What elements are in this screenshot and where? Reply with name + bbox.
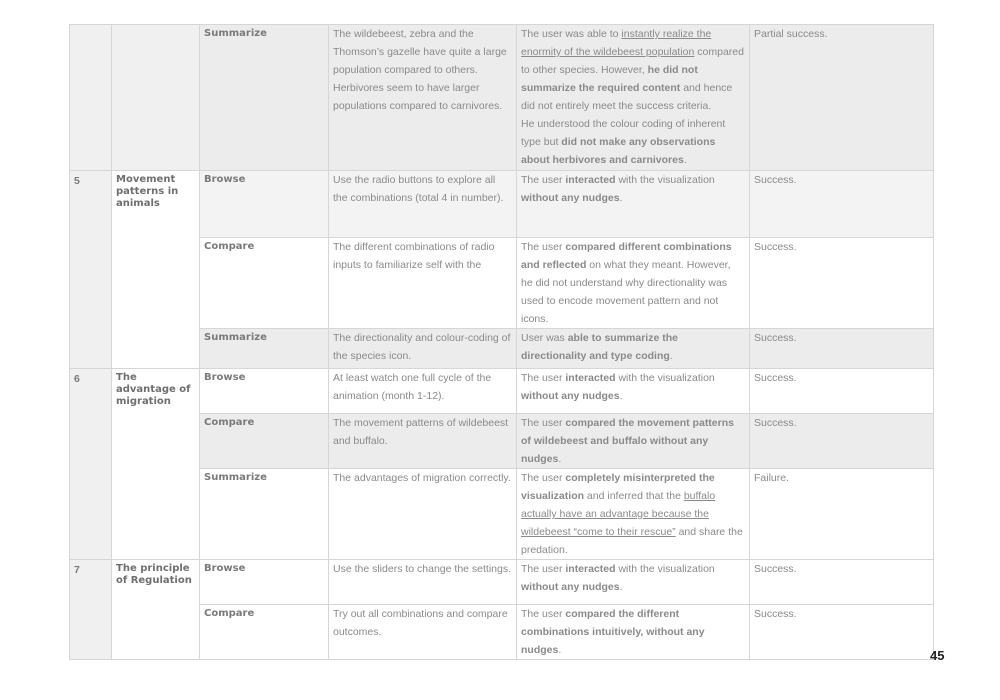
criteria-cell: The advantages of migration correctly.	[329, 469, 517, 560]
result-cell: Partial success.	[750, 25, 934, 171]
table-row	[70, 25, 934, 171]
task-cell: Compare	[200, 605, 329, 660]
table-row	[70, 238, 934, 329]
observation-cell: The user interacted with the visualization without any nudges.	[517, 171, 750, 238]
section-topic: The advantage of migration	[112, 369, 200, 560]
topic-cell	[112, 25, 200, 171]
table-row	[70, 414, 934, 469]
observation-cell: The user completely misinterpreted the visualization and inferred that the buffalo actually have an advantage because the wildebeest “come to their rescue” and share the predation.	[517, 469, 750, 560]
task-cell: Compare	[200, 414, 329, 469]
section-number: 5	[70, 171, 112, 369]
section-topic: Movement patterns in animals	[112, 171, 200, 369]
task-cell: Summarize	[200, 469, 329, 560]
result-cell: Success.	[750, 238, 934, 329]
table-row	[70, 171, 934, 238]
task-cell: Browse	[200, 369, 329, 414]
task-cell: Browse	[200, 171, 329, 238]
table-row	[70, 369, 934, 414]
observation-cell: The user compared different combinations and reflected on what they meant. However, he did not understand why directionality was used to encode movement pattern and not icons.	[517, 238, 750, 329]
table-row	[70, 605, 934, 660]
criteria-cell: The directionality and colour-coding of the species icon.	[329, 329, 517, 369]
criteria-cell: The different combinations of radio inputs to familiarize self with the	[329, 238, 517, 329]
criteria-cell: The wildebeest, zebra and the Thomson’s gazelle have quite a large population compared to others. Herbivores seem to have larger populations compared to carnivores.	[329, 25, 517, 171]
page-number: 45	[930, 648, 945, 663]
section-number: 7	[70, 560, 112, 660]
result-cell: Success.	[750, 560, 934, 605]
task-cell: Summarize	[200, 25, 329, 171]
criteria-cell: Use the sliders to change the settings.	[329, 560, 517, 605]
task-cell: Compare	[200, 238, 329, 329]
observation-cell: The user compared the movement patterns of wildebeest and buffalo without any nudges.	[517, 414, 750, 469]
observation-cell: The user interacted with the visualization without any nudges.	[517, 369, 750, 414]
result-cell: Success.	[750, 605, 934, 660]
result-cell: Success.	[750, 329, 934, 369]
task-cell: Summarize	[200, 329, 329, 369]
observation-cell: User was able to summarize the directionality and type coding.	[517, 329, 750, 369]
section-number: 6	[70, 369, 112, 560]
observation-cell: The user was able to instantly realize the enormity of the wildebeest population compared to other species. However, he did not summarize the required content and hence did not entirely meet the success criteria. He understood the colour coding of inherent type but did not make any observations about herbivores and carnivores.	[517, 25, 750, 171]
result-cell: Success.	[750, 414, 934, 469]
table-row	[70, 329, 934, 369]
table-row	[70, 469, 934, 560]
task-cell: Browse	[200, 560, 329, 605]
table-row	[70, 560, 934, 605]
criteria-cell: Try out all combinations and compare outcomes.	[329, 605, 517, 660]
section-topic: The principle of Regulation	[112, 560, 200, 660]
observation-cell: The user compared the different combinations intuitively, without any nudges.	[517, 605, 750, 660]
observation-cell: The user interacted with the visualization without any nudges.	[517, 560, 750, 605]
result-cell: Success.	[750, 171, 934, 238]
result-cell: Success.	[750, 369, 934, 414]
number-cell	[70, 25, 112, 171]
evaluation-table	[69, 24, 934, 660]
criteria-cell: At least watch one full cycle of the animation (month 1-12).	[329, 369, 517, 414]
result-cell: Failure.	[750, 469, 934, 560]
criteria-cell: Use the radio buttons to explore all the combinations (total 4 in number).	[329, 171, 517, 238]
criteria-cell: The movement patterns of wildebeest and buffalo.	[329, 414, 517, 469]
